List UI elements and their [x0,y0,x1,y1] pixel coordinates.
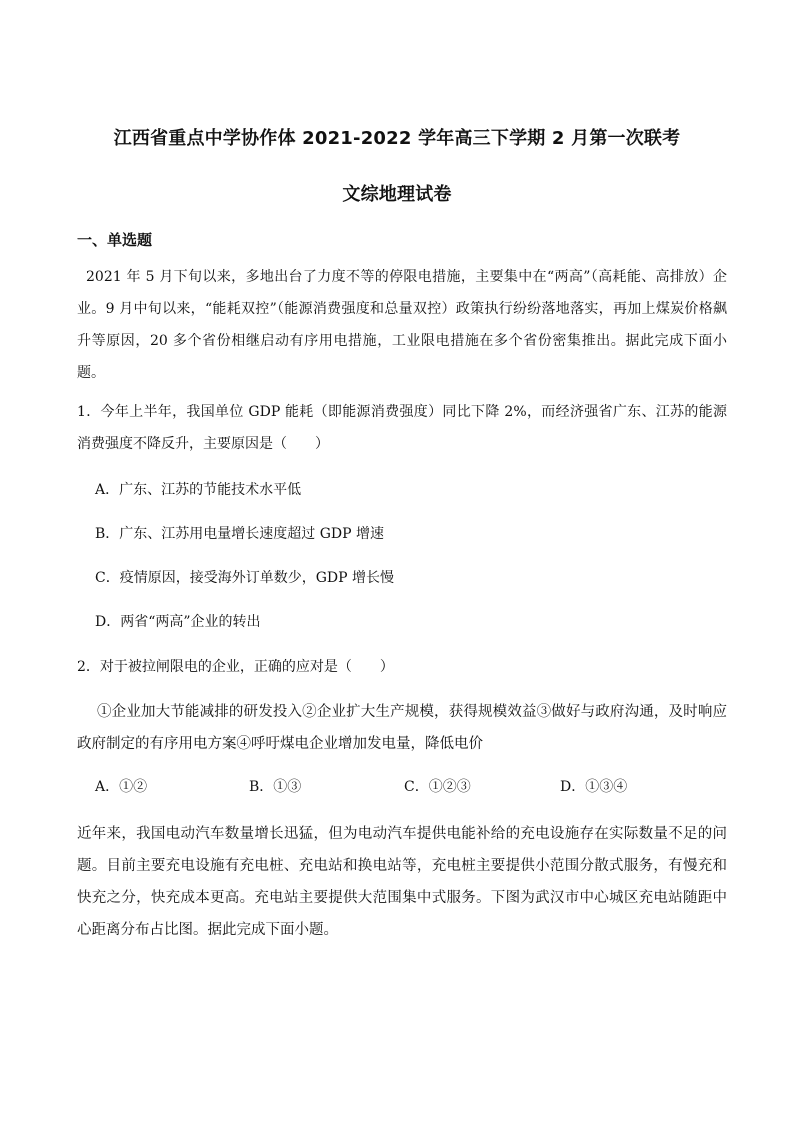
question-2-choice-c: C．①②③ [404,779,471,795]
section-heading: 一、单选题 [77,231,153,249]
question-1-option-c: C．疫情原因，接受海外订单数少，GDP 增长慢 [95,570,394,586]
question-1-stem: 1．今年上半年，我国单位 GDP 能耗（即能源消费强度）同比下降 2%，而经济强省广东、江苏的能源消费强度不降反升，主要原因是（ ） [77,404,727,452]
question-2-choice-d: D．①③④ [560,779,628,795]
question-2-statements: ①企业加大节能减排的研发投入②企业扩大生产规模，获得规模效益③做好与政府沟通，及时响应政府制定的有序用电方案④呼吁煤电企业增加发电量，降低电价 [77,704,727,752]
exam-title: 江西省重点中学协作体 2021-2022 学年高三下学期 2 月第一次联考 [113,128,681,149]
question-2-choice-b: B．①③ [249,779,302,795]
passage-charging-stations: 近年来，我国电动汽车数量增长迅猛，但为电动汽车提供电能补给的充电设施存在实际数量不足的问题。目前主要充电设施有充电桩、充电站和换电站等，充电桩主要提供小范围分散式服务，有慢充和快充之分，快充成本更高。充电站主要提供大范围集中式服务。下图为武汉市中心城区充电站随距中心距离分布占比图。据此完成下面小题。 [77,826,727,938]
question-1-option-d: D．两省“两高”企业的转出 [95,614,261,630]
question-2-choice-a: A．①② [95,779,148,795]
exam-subtitle: 文综地理试卷 [342,184,452,205]
question-1-option-a: A．广东、江苏的节能技术水平低 [95,482,302,498]
question-1-option-b: B．广东、江苏用电量增长速度超过 GDP 增速 [95,526,385,542]
question-2-stem: 2．对于被拉闸限电的企业，正确的应对是（ ） [77,659,394,675]
passage-power-rationing: 2021 年 5 月下旬以来，多地出台了力度不等的停限电措施，主要集中在“两高”（高耗能、高排放）企业。9 月中旬以来，“能耗双控”（能源消费强度和总量双控）政策执行纷纷落地落实，再加上煤炭价格飙升等原因，20 多个省份相继启动有序用电措施，工业限电措施在多个省份密集推出。据此完成下面小题。 [77,269,727,381]
